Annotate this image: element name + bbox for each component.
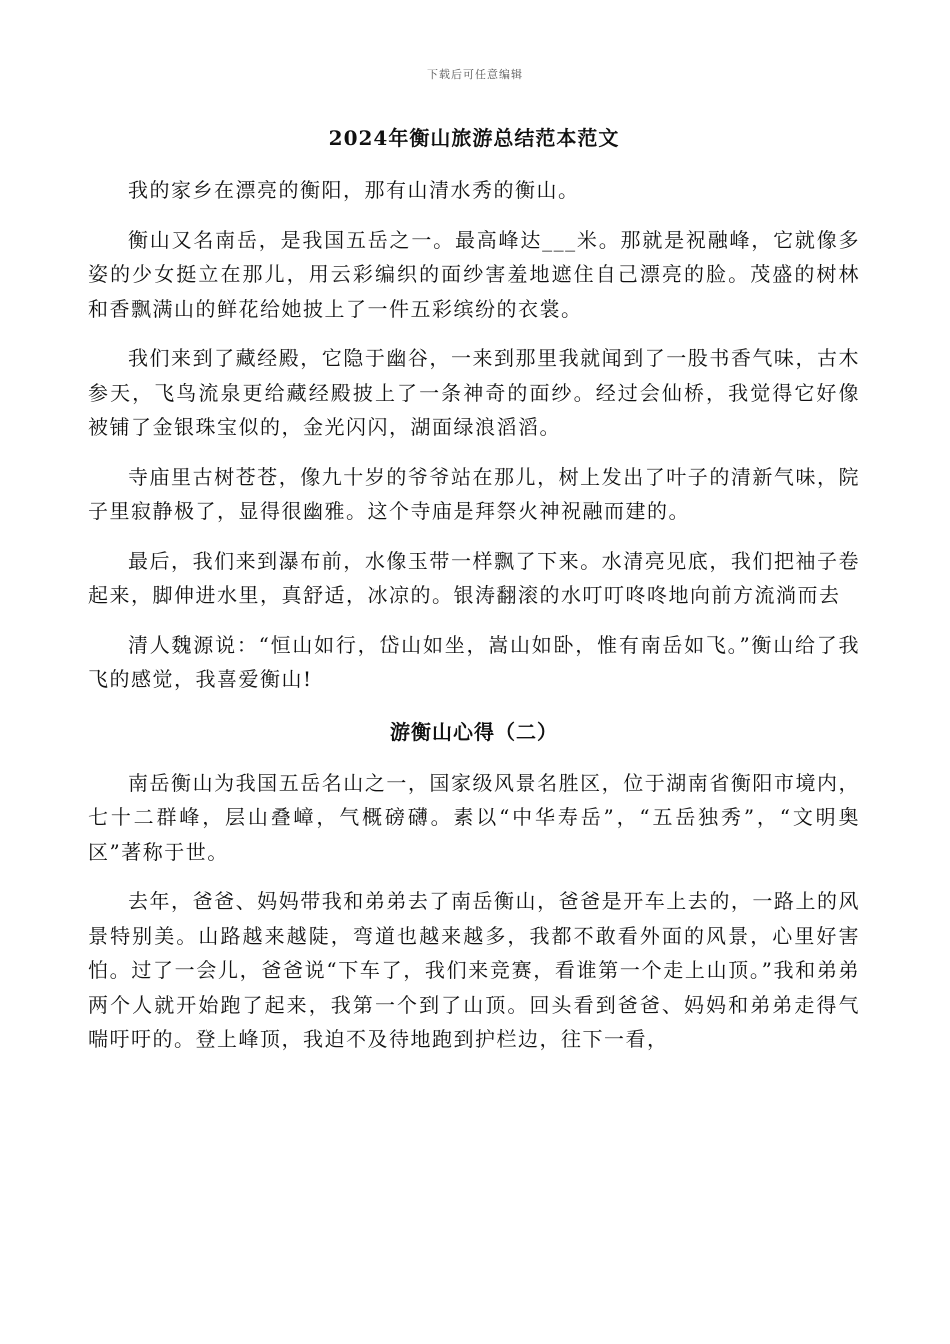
paragraph: 去年，爸爸、妈妈带我和弟弟去了南岳衡山，爸爸是开车上去的，一路上的风景特别美。山路越来越陡，弯道也越来越多，我都不敢看外面的风景，心里好害怕。过了一会儿，爸爸说“下车了，我们来竞赛，看谁第一个走上山顶。”我和弟弟两个人就开始跑了起来，我第一个到了山顶。回头看到爸爸、妈妈和弟弟走得气喘吁吁的。登上峰顶，我迫不及待地跑到护栏边，往下一看，: [88, 889, 860, 1051]
paragraph: 我们来到了藏经殿，它隐于幽谷，一来到那里我就闻到了一股书香气味，古木参天，飞鸟流泉更给藏经殿披上了一条神奇的面纱。经过会仙桥，我觉得它好像被铺了金银珠宝似的，金光闪闪，湖面绿浪滔滔。: [88, 346, 860, 439]
document-title: 2024年衡山旅游总结范本范文: [328, 126, 620, 150]
section-title: 游衡山心得（二）: [390, 719, 558, 744]
paragraph: 南岳衡山为我国五岳名山之一，国家级风景名胜区，位于湖南省衡阳市境内，七十二群峰，层山叠嶂，气概磅礴。素以“中华寿岳”，“五岳独秀”，“文明奥区”著称于世。: [88, 770, 860, 864]
paragraph: 清人魏源说：“恒山如行，岱山如坐，嵩山如卧，惟有南岳如飞。”衡山给了我飞的感觉，我喜爱衡山!: [88, 632, 860, 691]
paragraph: 寺庙里古树苍苍，像九十岁的爷爷站在那儿，树上发出了叶子的清新气味，院子里寂静极了，显得很幽雅。这个寺庙是拜祭火神祝融而建的。: [88, 464, 860, 523]
paragraph: 衡山又名南岳，是我国五岳之一。最高峰达___米。那就是祝融峰，它就像多姿的少女挺立在那儿，用云彩编织的面纱害羞地遮住自己漂亮的脸。茂盛的树林和香飘满山的鲜花给她披上了一件五彩缤纷的衣裳。: [88, 227, 860, 321]
paragraph: 我的家乡在漂亮的衡阳，那有山清水秀的衡山。: [128, 178, 580, 202]
document-body: [88, 118, 860, 1072]
paragraph: 最后，我们来到瀑布前，水像玉带一样飘了下来。水清亮见底，我们把袖子卷起来，脚伸进水里，真舒适，冰凉的。银涛翻滚的水叮叮咚咚地向前方流淌而去: [88, 548, 860, 607]
header-note: 下载后可任意编辑: [427, 68, 523, 81]
